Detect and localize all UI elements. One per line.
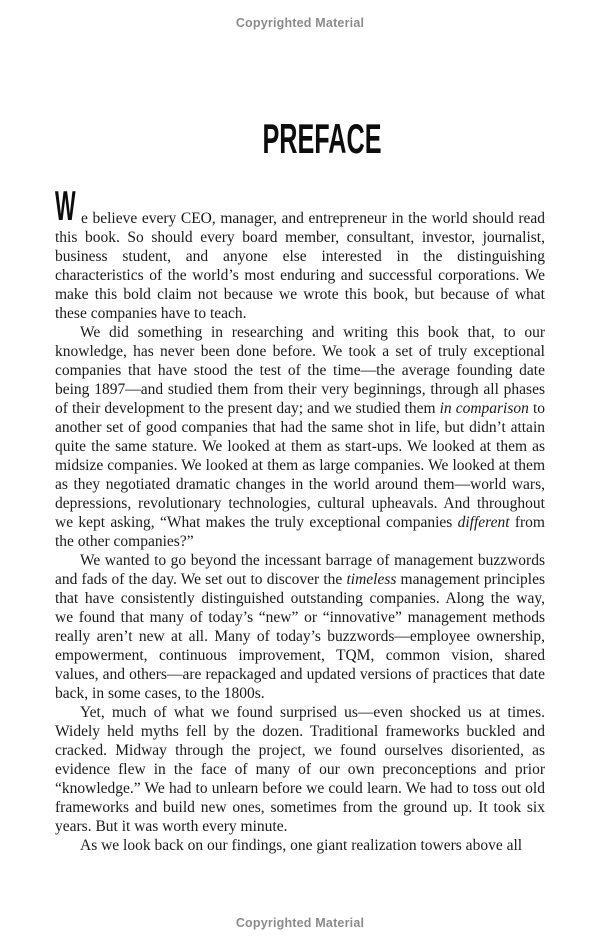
italic-text: in comparison xyxy=(439,400,529,417)
italic-text: different xyxy=(457,514,510,531)
paragraph: We wanted to go beyond the incessant barrage of management buzzwords and fads of the day. We set out to discover the timeless management principles that have consistently distinguished outstanding companies. Along the way, we found that many of today’s “new” or “innovative” management methods really aren’t new at all. Many of today’s buzzwords—employee ownership, empowerment, continuous improvement, TQM, common vision, shared values, and others—are repackaged and updated versions of practices that date back, in some cases, to the 1800s. xyxy=(55,552,545,702)
copyright-watermark-bottom: Copyrighted Material xyxy=(235,916,365,930)
paragraph: As we look back on our findings, one giant realization towers above all xyxy=(80,837,523,854)
paragraph: We did something in researching and writing this book that, to our knowledge, has never been done before. We took a set of truly exceptional companies that have stood the test of the time—the average founding date being 1897—and studied them from their very beginnings, through all phases of their development to the present day; and we studied them in comparison to another set of good companies that had the same shot in life, but didn’t attain quite the same stature. We looked at them as start-ups. We looked at them as midsize companies. We looked at them as large companies. We looked at them as they negotiated dramatic changes in the world around them—world wars, depressions, revolutionary technologies, cultural upheavals. And throughout we kept asking, “What makes the truly exceptional companies different from the other companies?” xyxy=(55,324,546,550)
paragraph: W e believe every CEO, manager, and entrepreneur in the world should read this book. So should every board member, consultant, investor, journalist, business student, and anyone else interested in the distinguishing characteristics of the world’s most enduring and successful corporations. We make this bold claim not because we wrote this book, but because of what these companies have to teach. xyxy=(55,182,545,322)
paragraph: Yet, much of what we found surprised us—even shocked us at times. Widely held myths fell by the dozen. Traditional frameworks buckled and cracked. Midway through the project, we found ourselves disoriented, as evidence flew in the face of many of our own preconceptions and prior “knowledge.” We had to unlearn before we could learn. We had to toss out old frameworks and build new ones, sometimes from the ground up. It took six years. But it was worth every minute. xyxy=(55,704,545,835)
page-body xyxy=(55,182,546,855)
italic-text: timeless xyxy=(346,571,397,588)
dropcap-initial: W xyxy=(55,182,76,229)
page-title: PREFACE xyxy=(262,115,382,163)
copyright-watermark-top: Copyrighted Material xyxy=(235,16,365,30)
